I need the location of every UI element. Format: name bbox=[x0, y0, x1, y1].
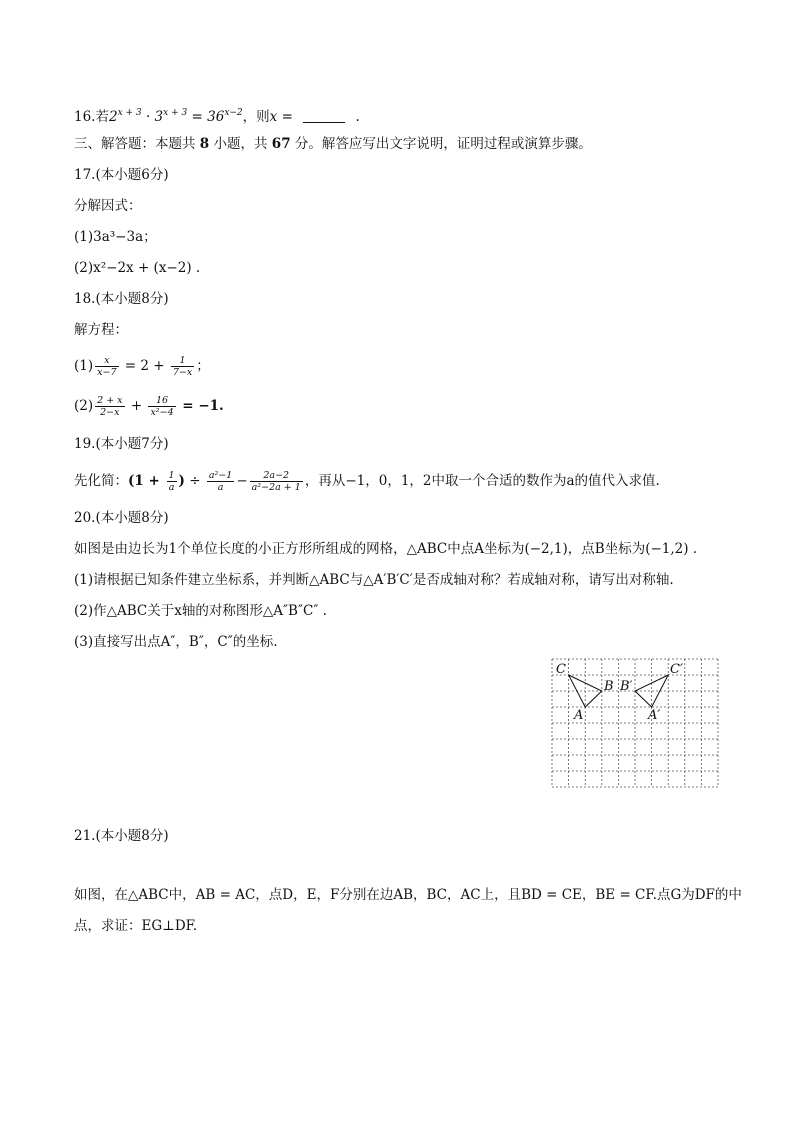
q19-minus: − bbox=[236, 473, 248, 489]
q21-header: 21.(本小题8分) bbox=[74, 828, 169, 844]
q17-instruction: 分解因式： bbox=[74, 198, 142, 214]
q20-header: 20.(本小题8分) bbox=[74, 510, 169, 526]
frac-den: 2−x bbox=[100, 407, 120, 418]
q18-p1-frac1 bbox=[95, 355, 118, 378]
q19-frac1 bbox=[167, 470, 177, 493]
q18-p2-mid: + bbox=[126, 398, 147, 414]
q16-eq: = bbox=[187, 109, 208, 125]
q20-part2: (2)作△ABC关于x轴的对称图形△A″B″C″ . bbox=[74, 603, 327, 619]
q16-tail: ，则 bbox=[242, 109, 270, 125]
q18-part2 bbox=[74, 395, 224, 418]
frac-den: x²−4 bbox=[150, 407, 174, 418]
q19-pre: 先化简： bbox=[74, 473, 128, 489]
q20-part1: (1)请根据已知条件建立坐标系，并判断△ABC与△A′B′C′是否成轴对称？若成轴对称，请写出对称轴. bbox=[74, 572, 674, 588]
frac-num: 1 bbox=[168, 470, 175, 481]
q19-open: (1 + bbox=[128, 473, 165, 489]
frac-den: 7−x bbox=[172, 367, 193, 378]
q19-post: ，再从−1，0，1，2中取一个合适的数作为a的值代入求值. bbox=[304, 473, 660, 489]
q20-part3: (3)直接写出点A″，B″，C″的坐标. bbox=[74, 634, 278, 650]
q18-p2-frac2 bbox=[148, 395, 175, 418]
label-b-prime: B′ bbox=[620, 679, 633, 694]
q18-p1-mid: = 2 + bbox=[120, 358, 169, 374]
q16-base3: 36 bbox=[207, 109, 225, 125]
frac-num: x bbox=[95, 355, 118, 367]
q16-dot: · bbox=[145, 109, 151, 125]
q18-part1 bbox=[74, 355, 210, 378]
q18-p1-frac2 bbox=[171, 355, 194, 378]
q17-part1: (1)3a³−3a； bbox=[74, 229, 157, 245]
label-c: C bbox=[556, 662, 566, 677]
q17-header: 17.(本小题6分) bbox=[74, 167, 169, 183]
q16-x: x bbox=[269, 109, 278, 125]
q18-instruction: 解方程： bbox=[74, 322, 128, 338]
section3-mid: 小题，共 bbox=[209, 136, 272, 152]
q20-intro: 如图是由边长为1个单位长度的小正方形所组成的网格，△ABC中点A坐标为(−2,1)，点B坐标为(−1,2) . bbox=[74, 541, 698, 557]
q21-line2: 点，求证：EG⊥DF. bbox=[74, 918, 198, 934]
frac-num: 1 bbox=[171, 355, 194, 367]
section3-suffix: 分。解答应写出文字说明，证明过程或演算步骤。 bbox=[290, 136, 592, 152]
q16-exp3: x−2 bbox=[224, 108, 243, 118]
q17-part2: (2)x²−2x + (x−2) . bbox=[74, 260, 201, 276]
grid-lines bbox=[552, 659, 718, 787]
section3-count: 8 bbox=[199, 136, 210, 152]
q16-end: . bbox=[351, 109, 360, 125]
q19-close: ) bbox=[178, 473, 185, 489]
q19-frac2 bbox=[207, 470, 234, 493]
frac-num: a²−1 bbox=[208, 470, 233, 481]
label-c-prime: C′ bbox=[670, 662, 683, 677]
q18-header: 18.(本小题8分) bbox=[74, 291, 169, 307]
q18-p2-frac1 bbox=[95, 395, 124, 418]
q16-label: 16.若 bbox=[74, 109, 109, 125]
q19-header: 19.(本小题7分) bbox=[74, 436, 169, 452]
frac-den: a²−2a + 1 bbox=[251, 482, 301, 493]
frac-num: 2 + x bbox=[97, 395, 123, 406]
section3-prefix: 三、解答题：本题共 bbox=[74, 136, 200, 152]
q16-eq2: = bbox=[277, 109, 298, 125]
frac-num: 2a−2 bbox=[250, 470, 303, 482]
q19-body bbox=[74, 470, 660, 493]
label-a-prime: A′ bbox=[648, 708, 661, 723]
frac-den: a bbox=[168, 482, 175, 493]
q16-base2: 3 bbox=[154, 109, 164, 125]
q20-grid-figure bbox=[550, 657, 720, 789]
label-a: A bbox=[574, 708, 584, 723]
section3-header bbox=[74, 134, 592, 154]
q18-p1-end: ； bbox=[196, 358, 210, 374]
q16-base1: 2 bbox=[108, 109, 118, 125]
q18-p2-label: (2) bbox=[74, 398, 94, 414]
grid-svg bbox=[550, 657, 720, 789]
q18-p2-end: = −1. bbox=[177, 398, 224, 414]
q21-line1: 如图，在△ABC中，AB = AC，点D，E，F分别在边AB，BC，AC上，且BD = CE，BE = CF.点G为DF的中 bbox=[74, 887, 742, 903]
frac-den: x−7 bbox=[97, 367, 117, 378]
q18-p1-label: (1) bbox=[74, 358, 94, 374]
label-b: B bbox=[604, 679, 614, 694]
section3-score: 67 bbox=[271, 136, 291, 152]
frac-num: 16 bbox=[148, 395, 175, 407]
q16-exp1: x + 3 bbox=[117, 108, 142, 118]
q19-div: ÷ bbox=[184, 473, 205, 489]
frac-den: a bbox=[217, 482, 224, 493]
q16-answer-blank[interactable] bbox=[303, 108, 345, 123]
q16-exp2: x + 3 bbox=[163, 108, 188, 118]
q16-line bbox=[74, 103, 360, 127]
q19-frac3 bbox=[250, 470, 303, 493]
